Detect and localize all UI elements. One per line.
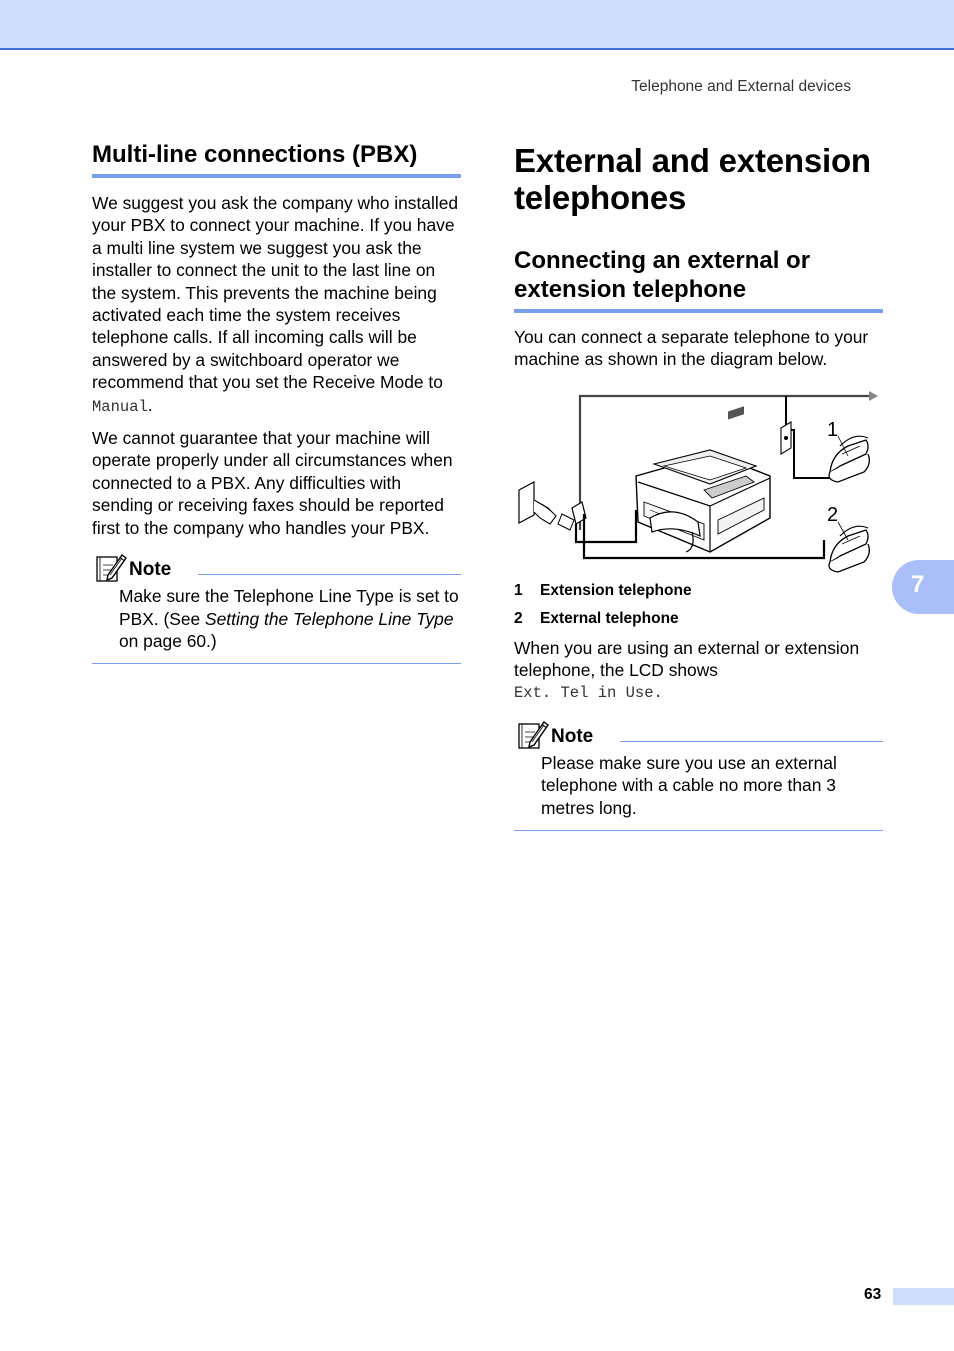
lcd-message: Ext. Tel in Use.: [514, 683, 663, 702]
pbx-paragraph-2: We cannot guarantee that your machine will operate properly under all circumstances when connected to a PBX. Any difficulties with sending or receiving faxes should be reported first to the company who handles your PBX.: [92, 428, 453, 538]
note-text-a: Make sure the Telephone Line Type is set to PBX. (See: [119, 586, 459, 629]
note-pencil-icon: [517, 720, 549, 750]
note-rule: [620, 741, 883, 742]
receive-mode-value: Manual: [92, 397, 148, 416]
cable-note: [514, 720, 883, 831]
right-column-lower: [514, 577, 883, 831]
callout-2: 2: [827, 504, 839, 526]
legend-text: External telephone: [540, 610, 679, 627]
left-column: [92, 140, 461, 664]
note-label: Note: [551, 725, 594, 747]
wall-socket-icon: [519, 482, 556, 524]
note-label: Note: [129, 559, 172, 581]
fax-machine-icon: [636, 406, 770, 552]
pbx-heading: Multi-line connections (PBX): [92, 140, 461, 178]
running-header: Telephone and External devices: [631, 78, 851, 95]
pbx-paragraph-1-end: .: [147, 394, 153, 415]
page-number: 63: [864, 1286, 882, 1303]
note-text: [119, 585, 461, 652]
pbx-note: [92, 553, 461, 664]
pbx-paragraph-1: [92, 192, 461, 418]
note-header: [514, 720, 883, 752]
legend-number: 1: [514, 582, 523, 599]
note-link-reference: Setting the Telephone Line Type: [205, 608, 454, 629]
legend-text: Extension telephone: [540, 582, 692, 599]
lcd-paragraph: When you are using an external or extension telephone, the LCD shows: [514, 638, 860, 681]
note-text: Please make sure you use an external telephone with a cable no more than 3 metres long.: [541, 752, 837, 818]
note-pencil-icon: [95, 553, 127, 583]
line-arrow-icon: [869, 391, 878, 401]
note-header: [92, 553, 461, 585]
extension-telephone-icon: [829, 436, 869, 482]
page-title: External and extension telephones: [514, 142, 871, 216]
page-band: [893, 1288, 954, 1305]
extension-socket-icon: [781, 422, 791, 454]
legend-item-2: [514, 605, 883, 633]
intro-paragraph: You can connect a separate telephone to your machine as shown in the diagram below.: [514, 327, 869, 370]
note-text-b: on page 60.): [119, 630, 217, 651]
chapter-number: 7: [911, 571, 925, 598]
chapter-tab: [892, 560, 954, 614]
legend-item-1: [514, 577, 883, 605]
right-column: [514, 140, 883, 371]
note-rule: [198, 574, 461, 575]
connection-diagram: [514, 390, 884, 575]
legend-number: 2: [514, 610, 523, 627]
pbx-paragraph-1-text: We suggest you ask the company who installed your PBX to connect your machine. If you have a multi line system we suggest you ask the installer to connect the unit to the last line on the system. This prevents the machine being activated each time the system receives telephone calls. If all incoming calls will be answered by a switchboard operator we recommend that you set the Receive Mode to: [92, 193, 459, 393]
callout-1: 1: [827, 419, 839, 441]
external-telephone-icon: [829, 526, 869, 572]
top-band: [0, 0, 954, 50]
line-splitter-icon: [558, 502, 586, 530]
connecting-heading: Connecting an external or extension telephone: [514, 246, 883, 313]
